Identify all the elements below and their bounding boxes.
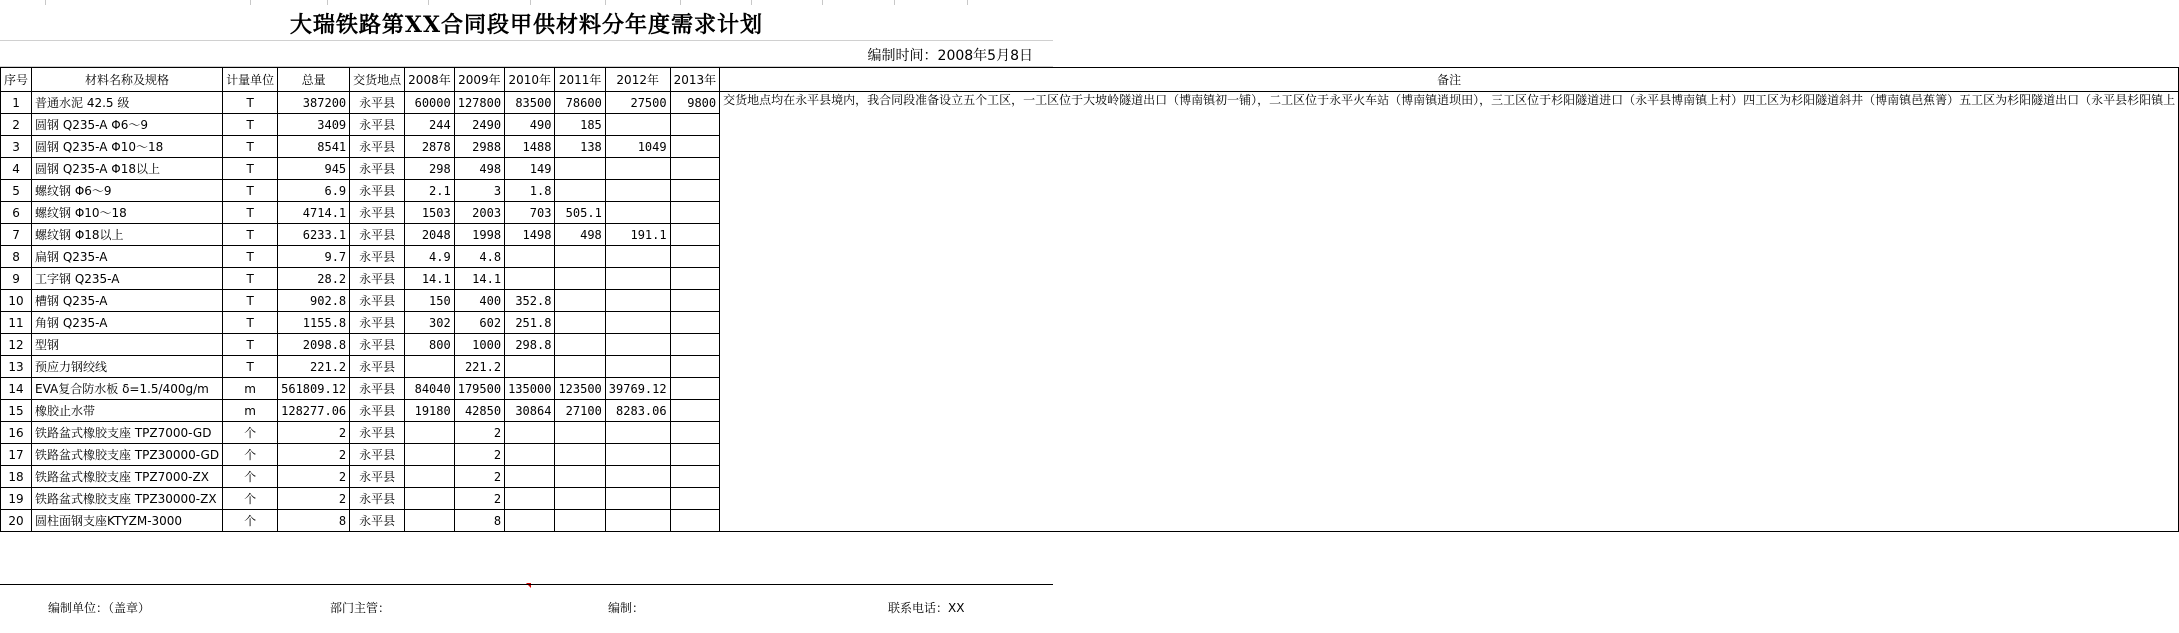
delivery-place-cell[interactable]: 永平县 — [350, 312, 405, 334]
qty-2011-cell[interactable] — [555, 268, 605, 290]
qty-2013-cell[interactable] — [670, 246, 720, 268]
qty-2010-cell[interactable] — [505, 356, 555, 378]
delivery-place-cell[interactable]: 永平县 — [350, 202, 405, 224]
grid-line — [680, 0, 681, 5]
row-number-cell[interactable]: 2 — [1, 114, 32, 136]
qty-2010-cell[interactable] — [505, 444, 555, 466]
row-number-cell[interactable]: 5 — [1, 180, 32, 202]
qty-2012-cell[interactable] — [605, 158, 670, 180]
qty-2008-cell[interactable]: 800 — [405, 334, 455, 356]
qty-2009-cell[interactable]: 179500 — [454, 378, 504, 400]
qty-2011-cell[interactable] — [555, 290, 605, 312]
total-qty-cell[interactable]: 561809.12 — [278, 378, 350, 400]
row-number-cell[interactable]: 15 — [1, 400, 32, 422]
qty-2013-cell[interactable] — [670, 180, 720, 202]
qty-2013-cell[interactable] — [670, 466, 720, 488]
material-name-cell[interactable]: EVA复合防水板 δ=1.5/400g/m — [32, 378, 223, 400]
row-number-cell[interactable]: 3 — [1, 136, 32, 158]
qty-2008-cell[interactable]: 302 — [405, 312, 455, 334]
sheet-title: 大瑞铁路第XX合同段甲供材料分年度需求计划 — [289, 12, 764, 38]
total-qty-cell[interactable]: 2098.8 — [278, 334, 350, 356]
qty-2010-cell[interactable]: 703 — [505, 202, 555, 224]
qty-2010-cell[interactable] — [505, 466, 555, 488]
qty-2009-cell[interactable]: 2988 — [454, 136, 504, 158]
qty-2012-cell[interactable]: 1049 — [605, 136, 670, 158]
qty-2011-cell[interactable] — [555, 466, 605, 488]
row-number-cell[interactable]: 11 — [1, 312, 32, 334]
qty-2012-cell[interactable] — [605, 466, 670, 488]
qty-2013-cell[interactable]: 9800 — [670, 92, 720, 114]
col-header[interactable]: 交货地点 — [350, 68, 405, 92]
total-qty-cell[interactable]: 2 — [278, 466, 350, 488]
qty-2009-cell[interactable]: 8 — [454, 510, 504, 532]
qty-2008-cell[interactable]: 2048 — [405, 224, 455, 246]
row-number-cell[interactable]: 19 — [1, 488, 32, 510]
unit-cell[interactable]: 个 — [223, 444, 278, 466]
qty-2011-cell[interactable]: 138 — [555, 136, 605, 158]
unit-cell[interactable]: T — [223, 202, 278, 224]
qty-2012-cell[interactable]: 39769.12 — [605, 378, 670, 400]
row-number-cell[interactable]: 13 — [1, 356, 32, 378]
qty-2011-cell[interactable] — [555, 356, 605, 378]
unit-cell[interactable]: T — [223, 92, 278, 114]
delivery-place-cell[interactable]: 永平县 — [350, 92, 405, 114]
materials-table — [0, 67, 2179, 532]
row-number-cell[interactable]: 18 — [1, 466, 32, 488]
qty-2011-cell[interactable]: 123500 — [555, 378, 605, 400]
material-name-cell[interactable]: 角钢 Q235-A — [32, 312, 223, 334]
qty-2012-cell[interactable] — [605, 510, 670, 532]
qty-2011-cell[interactable] — [555, 246, 605, 268]
qty-2013-cell[interactable] — [670, 114, 720, 136]
qty-2008-cell[interactable] — [405, 488, 455, 510]
qty-2009-cell[interactable]: 498 — [454, 158, 504, 180]
row-number-cell[interactable]: 12 — [1, 334, 32, 356]
col-header[interactable]: 2012年 — [605, 68, 670, 92]
material-name-cell[interactable]: 螺纹钢 Φ10～18 — [32, 202, 223, 224]
qty-2009-cell[interactable]: 42850 — [454, 400, 504, 422]
remarks-cell[interactable]: 交货地点均在永平县境内，我合同段准备设立五个工区，一工区位于大坡岭隧道出口（博南镇初一铺），二工区位于永平火车站（博南镇逍坝田），三工区位于杉阳隧道进口（永平县博南镇上村）四工区为杉阳隧道斜井（博南镇邑蕉箐）五工区为杉阳隧道出口（永平县杉阳镇上 — [720, 92, 2179, 532]
header-row — [1, 68, 2179, 92]
qty-2009-cell[interactable]: 2490 — [454, 114, 504, 136]
grid-line — [605, 0, 606, 5]
total-qty-cell[interactable]: 387200 — [278, 92, 350, 114]
qty-2012-cell[interactable]: 8283.06 — [605, 400, 670, 422]
qty-2010-cell[interactable]: 490 — [505, 114, 555, 136]
qty-2010-cell[interactable]: 30864 — [505, 400, 555, 422]
delivery-place-cell[interactable]: 永平县 — [350, 136, 405, 158]
material-name-cell[interactable]: 工字钢 Q235-A — [32, 268, 223, 290]
col-header[interactable]: 2008年 — [405, 68, 455, 92]
qty-2008-cell[interactable]: 244 — [405, 114, 455, 136]
qty-2008-cell[interactable]: 4.9 — [405, 246, 455, 268]
qty-2009-cell[interactable]: 400 — [454, 290, 504, 312]
unit-cell[interactable]: T — [223, 224, 278, 246]
grid-line — [327, 0, 328, 5]
qty-2011-cell[interactable]: 185 — [555, 114, 605, 136]
qty-2013-cell[interactable] — [670, 422, 720, 444]
footer-unit: 编制单位：（盖章） — [48, 601, 151, 615]
qty-2010-cell[interactable]: 1498 — [505, 224, 555, 246]
unit-cell[interactable]: T — [223, 246, 278, 268]
material-name-cell[interactable]: 铁路盆式橡胶支座 TPZ30000-ZX — [32, 488, 223, 510]
qty-2010-cell[interactable]: 1.8 — [505, 180, 555, 202]
qty-2012-cell[interactable] — [605, 202, 670, 224]
qty-2009-cell[interactable]: 3 — [454, 180, 504, 202]
qty-2012-cell[interactable] — [605, 290, 670, 312]
qty-2008-cell[interactable] — [405, 444, 455, 466]
qty-2008-cell[interactable]: 1503 — [405, 202, 455, 224]
col-header[interactable]: 材料名称及规格 — [32, 68, 223, 92]
qty-2011-cell[interactable] — [555, 334, 605, 356]
total-qty-cell[interactable]: 3409 — [278, 114, 350, 136]
qty-2012-cell[interactable] — [605, 488, 670, 510]
grid-line — [822, 0, 823, 5]
grid-line — [894, 0, 895, 5]
qty-2008-cell[interactable]: 2.1 — [405, 180, 455, 202]
qty-2009-cell[interactable]: 127800 — [454, 92, 504, 114]
total-qty-cell[interactable]: 4714.1 — [278, 202, 350, 224]
qty-2010-cell[interactable]: 298.8 — [505, 334, 555, 356]
total-qty-cell[interactable]: 8541 — [278, 136, 350, 158]
material-name-cell[interactable]: 螺纹钢 Φ6～9 — [32, 180, 223, 202]
qty-2009-cell[interactable]: 1000 — [454, 334, 504, 356]
qty-2012-cell[interactable]: 191.1 — [605, 224, 670, 246]
unit-cell[interactable]: 个 — [223, 466, 278, 488]
material-name-cell[interactable]: 铁路盆式橡胶支座 TPZ30000-GD — [32, 444, 223, 466]
qty-2009-cell[interactable]: 4.8 — [454, 246, 504, 268]
qty-2012-cell[interactable]: 27500 — [605, 92, 670, 114]
row-number-cell[interactable]: 6 — [1, 202, 32, 224]
qty-2013-cell[interactable] — [670, 356, 720, 378]
delivery-place-cell[interactable]: 永平县 — [350, 444, 405, 466]
qty-2010-cell[interactable]: 83500 — [505, 92, 555, 114]
qty-2012-cell[interactable] — [605, 444, 670, 466]
total-qty-cell[interactable]: 2 — [278, 444, 350, 466]
col-header[interactable]: 序号 — [1, 68, 32, 92]
qty-2013-cell[interactable] — [670, 136, 720, 158]
qty-2010-cell[interactable]: 1488 — [505, 136, 555, 158]
col-header[interactable]: 备注 — [720, 68, 2179, 92]
qty-2013-cell[interactable] — [670, 378, 720, 400]
total-qty-cell[interactable]: 2 — [278, 488, 350, 510]
material-name-cell[interactable]: 圆柱面钢支座KTYZM-3000 — [32, 510, 223, 532]
material-name-cell[interactable]: 普通水泥 42.5 级 — [32, 92, 223, 114]
qty-2010-cell[interactable]: 149 — [505, 158, 555, 180]
unit-cell[interactable]: T — [223, 180, 278, 202]
delivery-place-cell[interactable]: 永平县 — [350, 268, 405, 290]
row-number-cell[interactable]: 7 — [1, 224, 32, 246]
qty-2008-cell[interactable] — [405, 422, 455, 444]
delivery-place-cell[interactable]: 永平县 — [350, 400, 405, 422]
delivery-place-cell[interactable]: 永平县 — [350, 224, 405, 246]
qty-2010-cell[interactable] — [505, 488, 555, 510]
delivery-place-cell[interactable]: 永平县 — [350, 422, 405, 444]
qty-2009-cell[interactable]: 602 — [454, 312, 504, 334]
total-qty-cell[interactable]: 1155.8 — [278, 312, 350, 334]
qty-2011-cell[interactable]: 78600 — [555, 92, 605, 114]
qty-2012-cell[interactable] — [605, 312, 670, 334]
delivery-place-cell[interactable]: 永平县 — [350, 114, 405, 136]
qty-2010-cell[interactable]: 251.8 — [505, 312, 555, 334]
total-qty-cell[interactable]: 2 — [278, 422, 350, 444]
col-header[interactable]: 2009年 — [454, 68, 504, 92]
row-number-cell[interactable]: 20 — [1, 510, 32, 532]
qty-2012-cell[interactable] — [605, 246, 670, 268]
unit-cell[interactable]: T — [223, 268, 278, 290]
qty-2008-cell[interactable]: 298 — [405, 158, 455, 180]
delivery-place-cell[interactable]: 永平县 — [350, 466, 405, 488]
qty-2011-cell[interactable] — [555, 488, 605, 510]
qty-2009-cell[interactable]: 14.1 — [454, 268, 504, 290]
qty-2011-cell[interactable]: 505.1 — [555, 202, 605, 224]
unit-cell[interactable]: 个 — [223, 488, 278, 510]
grid-line — [250, 0, 251, 5]
total-qty-cell[interactable]: 945 — [278, 158, 350, 180]
qty-2010-cell[interactable]: 352.8 — [505, 290, 555, 312]
row-number-cell[interactable]: 9 — [1, 268, 32, 290]
unit-cell[interactable]: T — [223, 114, 278, 136]
material-name-cell[interactable]: 扁钢 Q235-A — [32, 246, 223, 268]
grid-line — [967, 0, 968, 5]
qty-2012-cell[interactable] — [605, 180, 670, 202]
qty-2011-cell[interactable] — [555, 180, 605, 202]
delivery-place-cell[interactable]: 永平县 — [350, 510, 405, 532]
unit-cell[interactable]: T — [223, 356, 278, 378]
footer-preparer: 编制： — [608, 601, 645, 615]
grid-line — [428, 0, 429, 5]
material-name-cell[interactable]: 圆钢 Q235-A Φ10～18 — [32, 136, 223, 158]
qty-2009-cell[interactable]: 1998 — [454, 224, 504, 246]
material-name-cell[interactable]: 橡胶止水带 — [32, 400, 223, 422]
col-header[interactable]: 2013年 — [670, 68, 720, 92]
qty-2012-cell[interactable] — [605, 334, 670, 356]
qty-2012-cell[interactable] — [605, 422, 670, 444]
col-header[interactable]: 2010年 — [505, 68, 555, 92]
col-header[interactable]: 计量单位 — [223, 68, 278, 92]
qty-2013-cell[interactable] — [670, 444, 720, 466]
footer-phone: 联系电话：XX — [888, 601, 965, 615]
qty-2010-cell[interactable] — [505, 246, 555, 268]
total-qty-cell[interactable]: 902.8 — [278, 290, 350, 312]
col-header[interactable]: 总量 — [278, 68, 350, 92]
qty-2013-cell[interactable] — [670, 488, 720, 510]
row-number-cell[interactable]: 8 — [1, 246, 32, 268]
qty-2013-cell[interactable] — [670, 334, 720, 356]
qty-2009-cell[interactable]: 2 — [454, 488, 504, 510]
grid-line — [0, 584, 1053, 585]
qty-2008-cell[interactable]: 14.1 — [405, 268, 455, 290]
total-qty-cell[interactable]: 6233.1 — [278, 224, 350, 246]
total-qty-cell[interactable]: 8 — [278, 510, 350, 532]
qty-2009-cell[interactable]: 2 — [454, 444, 504, 466]
grid-line — [751, 0, 752, 5]
qty-2008-cell[interactable]: 84040 — [405, 378, 455, 400]
row-number-cell[interactable]: 4 — [1, 158, 32, 180]
unit-cell[interactable]: T — [223, 312, 278, 334]
qty-2008-cell[interactable]: 19180 — [405, 400, 455, 422]
delivery-place-cell[interactable]: 永平县 — [350, 334, 405, 356]
qty-2009-cell[interactable]: 2003 — [454, 202, 504, 224]
qty-2010-cell[interactable] — [505, 268, 555, 290]
qty-2009-cell[interactable]: 2 — [454, 422, 504, 444]
row-number-cell[interactable]: 16 — [1, 422, 32, 444]
qty-2011-cell[interactable] — [555, 158, 605, 180]
material-name-cell[interactable]: 型钢 — [32, 334, 223, 356]
unit-cell[interactable]: 个 — [223, 510, 278, 532]
delivery-place-cell[interactable]: 永平县 — [350, 356, 405, 378]
total-qty-cell[interactable]: 28.2 — [278, 268, 350, 290]
qty-2009-cell[interactable]: 2 — [454, 466, 504, 488]
qty-2013-cell[interactable] — [670, 400, 720, 422]
row-number-cell[interactable]: 14 — [1, 378, 32, 400]
delivery-place-cell[interactable]: 永平县 — [350, 246, 405, 268]
material-name-cell[interactable]: 圆钢 Q235-A Φ6～9 — [32, 114, 223, 136]
delivery-place-cell[interactable]: 永平县 — [350, 290, 405, 312]
grid-line — [45, 0, 46, 5]
material-name-cell[interactable]: 槽钢 Q235-A — [32, 290, 223, 312]
delivery-place-cell[interactable]: 永平县 — [350, 158, 405, 180]
qty-2011-cell[interactable]: 498 — [555, 224, 605, 246]
total-qty-cell[interactable]: 221.2 — [278, 356, 350, 378]
col-header[interactable]: 2011年 — [555, 68, 605, 92]
qty-2011-cell[interactable] — [555, 510, 605, 532]
qty-2008-cell[interactable] — [405, 466, 455, 488]
qty-2011-cell[interactable] — [555, 422, 605, 444]
material-name-cell[interactable]: 铁路盆式橡胶支座 TPZ7000-ZX — [32, 466, 223, 488]
material-name-cell[interactable]: 圆钢 Q235-A Φ18以上 — [32, 158, 223, 180]
material-name-cell[interactable]: 预应力钢绞线 — [32, 356, 223, 378]
row-number-cell[interactable]: 10 — [1, 290, 32, 312]
qty-2011-cell[interactable]: 27100 — [555, 400, 605, 422]
total-qty-cell[interactable]: 128277.06 — [278, 400, 350, 422]
unit-cell[interactable]: T — [223, 158, 278, 180]
qty-2010-cell[interactable] — [505, 422, 555, 444]
qty-2013-cell[interactable] — [670, 224, 720, 246]
qty-2013-cell[interactable] — [670, 158, 720, 180]
qty-2010-cell[interactable]: 135000 — [505, 378, 555, 400]
delivery-place-cell[interactable]: 永平县 — [350, 488, 405, 510]
total-qty-cell[interactable]: 6.9 — [278, 180, 350, 202]
qty-2009-cell[interactable]: 221.2 — [454, 356, 504, 378]
delivery-place-cell[interactable]: 永平县 — [350, 378, 405, 400]
qty-2013-cell[interactable] — [670, 202, 720, 224]
qty-2008-cell[interactable]: 60000 — [405, 92, 455, 114]
qty-2013-cell[interactable] — [670, 290, 720, 312]
qty-2008-cell[interactable]: 150 — [405, 290, 455, 312]
row-number-cell[interactable]: 1 — [1, 92, 32, 114]
row-number-cell[interactable]: 17 — [1, 444, 32, 466]
footer-manager: 部门主管： — [330, 601, 391, 615]
qty-2008-cell[interactable] — [405, 510, 455, 532]
unit-cell[interactable]: m — [223, 378, 278, 400]
qty-2008-cell[interactable] — [405, 356, 455, 378]
qty-2013-cell[interactable] — [670, 312, 720, 334]
qty-2013-cell[interactable] — [670, 268, 720, 290]
material-name-cell[interactable]: 螺纹钢 Φ18以上 — [32, 224, 223, 246]
qty-2012-cell[interactable] — [605, 114, 670, 136]
qty-2012-cell[interactable] — [605, 356, 670, 378]
unit-cell[interactable]: 个 — [223, 422, 278, 444]
qty-2013-cell[interactable] — [670, 510, 720, 532]
unit-cell[interactable]: T — [223, 136, 278, 158]
material-name-cell[interactable]: 铁路盆式橡胶支座 TPZ7000-GD — [32, 422, 223, 444]
unit-cell[interactable]: T — [223, 334, 278, 356]
compile-date: 编制时间：2008年5月8日 — [867, 48, 1033, 64]
grid-line — [530, 0, 531, 5]
total-qty-cell[interactable]: 9.7 — [278, 246, 350, 268]
qty-2012-cell[interactable] — [605, 268, 670, 290]
delivery-place-cell[interactable]: 永平县 — [350, 180, 405, 202]
unit-cell[interactable]: m — [223, 400, 278, 422]
qty-2011-cell[interactable] — [555, 312, 605, 334]
unit-cell[interactable]: T — [223, 290, 278, 312]
qty-2010-cell[interactable] — [505, 510, 555, 532]
qty-2008-cell[interactable]: 2878 — [405, 136, 455, 158]
qty-2011-cell[interactable] — [555, 444, 605, 466]
table-row — [1, 92, 2179, 114]
